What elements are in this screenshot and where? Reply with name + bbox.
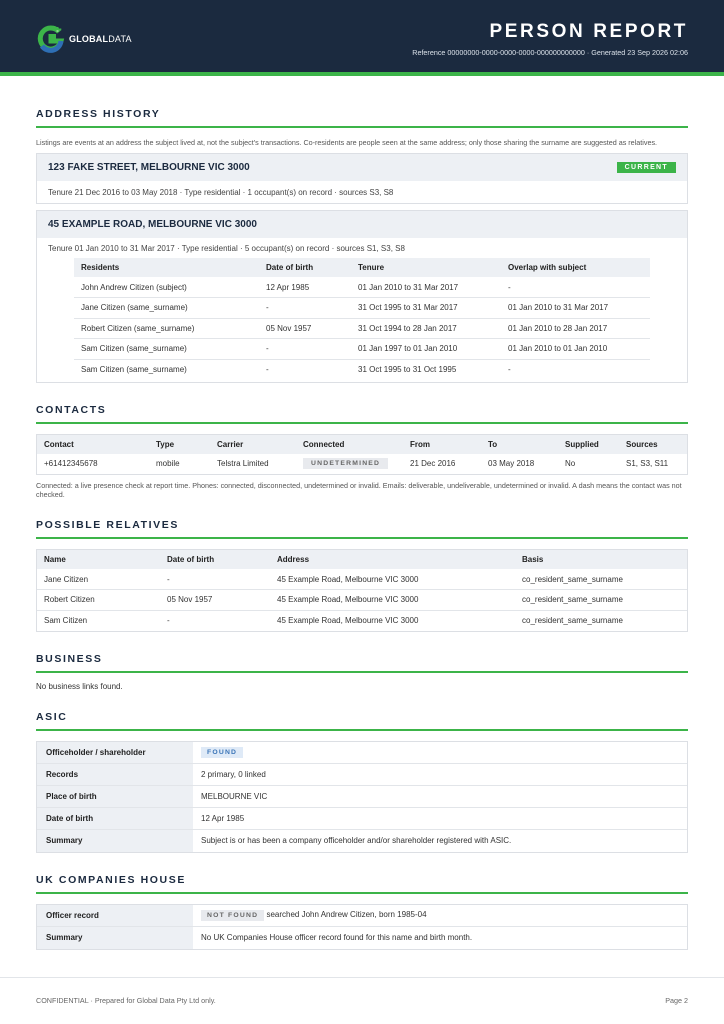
row-value: 2 primary, 0 linked	[193, 764, 687, 786]
table-row	[74, 359, 650, 380]
report-title: PERSON REPORT	[489, 21, 688, 42]
uk-table	[37, 905, 687, 949]
table-cell: 01 Jan 2010 to 28 Jan 2017	[501, 318, 650, 339]
table-cell: co_resident_same_surname	[522, 616, 623, 625]
column-header: Address	[270, 550, 515, 569]
relatives-table	[37, 550, 687, 631]
contact-to: 03 May 2018	[488, 459, 535, 469]
table-row	[37, 905, 687, 927]
column-header: Date of birth	[259, 258, 351, 277]
row-value: No UK Companies House officer record found for this name and birth month.	[201, 933, 473, 943]
brand-logo	[36, 24, 132, 54]
column-header: Date of birth	[160, 550, 270, 569]
address-tenure-line: Tenure 21 Dec 2016 to 03 May 2018 · Type residential · 1 occupant(s) on record · sources S3, S8	[48, 187, 394, 197]
row-value	[193, 742, 687, 764]
address-card-header	[37, 154, 687, 181]
table-cell: 31 Oct 1995 to 31 Oct 1995	[358, 365, 457, 374]
address-card	[36, 210, 688, 383]
table-cell: Jane Citizen	[37, 569, 160, 590]
section-title: ADDRESS HISTORY	[36, 108, 688, 128]
column-header: Type	[149, 435, 210, 454]
report-header	[0, 0, 724, 76]
table-cell: -	[160, 569, 270, 590]
not-found-badge: NOT FOUND	[201, 910, 264, 921]
contact-connected	[296, 454, 403, 475]
table-row	[37, 786, 687, 808]
table-cell: co_resident_same_surname	[515, 590, 687, 611]
table-row	[37, 569, 687, 590]
table-row	[74, 339, 650, 360]
column-header: From	[403, 435, 481, 454]
table-cell: Jane Citizen (same_surname)	[74, 298, 259, 319]
row-label: Records	[37, 764, 193, 786]
footer-divider	[0, 977, 724, 978]
row-value	[193, 905, 687, 927]
column-header: Sources	[619, 435, 687, 454]
table-row	[37, 808, 687, 830]
table-cell: Robert Citizen (same_surname)	[74, 318, 259, 339]
table-cell: Sam Citizen	[44, 616, 88, 625]
table-cell: 01 Jan 2010 to 31 Mar 2017	[351, 277, 501, 298]
column-header: Residents	[74, 258, 259, 277]
business-empty-text: No business links found.	[36, 681, 123, 691]
table-cell: co_resident_same_surname	[515, 569, 687, 590]
table-header-row	[74, 258, 650, 277]
table-row	[37, 590, 687, 611]
globaldata-logo-icon	[36, 24, 66, 54]
officer-search-text: searched John Andrew Citizen, born 1985-04	[266, 909, 427, 919]
asic-table	[37, 742, 687, 852]
section-contacts	[36, 404, 688, 500]
table-cell: John Andrew Citizen (subject)	[74, 277, 259, 298]
table-row	[37, 454, 687, 475]
table-cell: -	[259, 339, 351, 360]
table-cell: 05 Nov 1957	[160, 590, 270, 611]
undetermined-badge: UNDETERMINED	[303, 458, 388, 469]
found-badge: FOUND	[201, 747, 243, 758]
logo-wordmark	[69, 34, 132, 44]
current-badge: CURRENT	[617, 162, 676, 173]
table-cell: 01 Jan 2010 to 31 Mar 2017	[501, 298, 650, 319]
row-label: Place of birth	[37, 786, 193, 808]
address-card	[36, 153, 688, 204]
table-row	[74, 318, 650, 339]
uk-table-wrap	[36, 904, 688, 950]
table-cell: 31 Oct 1995 to 31 Mar 2017	[351, 298, 501, 319]
section-possible-relatives	[36, 519, 688, 632]
asic-table-wrap	[36, 741, 688, 853]
logo-text-bold: GLOBAL	[69, 34, 109, 44]
row-label: Officeholder / shareholder	[37, 742, 193, 764]
report-body	[36, 108, 688, 950]
table-row	[37, 610, 687, 631]
row-value: MELBOURNE VIC	[193, 786, 687, 808]
table-header-row	[37, 435, 687, 454]
row-label: Officer record	[37, 905, 193, 927]
contact-number: +61412345678	[44, 459, 98, 469]
table-cell: 31 Oct 1994 to 28 Jan 2017	[351, 318, 501, 339]
contacts-table-wrap	[36, 434, 688, 476]
table-row	[74, 298, 650, 319]
table-row	[37, 927, 687, 949]
section-address-history	[36, 108, 688, 383]
footer-confidential: CONFIDENTIAL · Prepared for Global Data Pty Ltd only.	[36, 996, 216, 1005]
table-cell: Sam Citizen (same_surname)	[74, 339, 259, 360]
table-cell: Sam Citizen (same_surname)	[81, 365, 187, 374]
report-reference: Reference 00000000-0000-0000-0000-000000000000 · Generated 23 Sep 2026 02:06	[412, 48, 688, 57]
contacts-note: Connected: a live presence check at report time. Phones: connected, disconnected, undetermined or invalid. Emails: deliverable, undeliverable, undetermined or invalid. A dash means the contact was not checked.	[36, 481, 682, 499]
column-header: Carrier	[210, 435, 296, 454]
address-note: Listings are events at an address the subject lived at, not the subject's transactions. Co-residents are people seen at the same address; only those sharing the surname are suggested as relatives.	[36, 138, 658, 147]
row-value: Subject is or has been a company officeholder and/or shareholder registered with ASIC.	[201, 836, 512, 846]
section-title: CONTACTS	[36, 404, 688, 424]
table-cell: 01 Jan 1997 to 01 Jan 2010	[351, 339, 501, 360]
column-header: Basis	[515, 550, 687, 569]
table-cell: Robert Citizen	[37, 590, 160, 611]
contacts-table	[37, 435, 687, 475]
section-title: UK COMPANIES HOUSE	[36, 874, 688, 894]
contact-carrier: Telstra Limited	[217, 459, 269, 469]
table-cell: -	[259, 298, 351, 319]
page-number: Page 2	[665, 996, 688, 1005]
column-header: Overlap with subject	[501, 258, 650, 277]
contact-from: 21 Dec 2016	[410, 459, 456, 469]
address-title: 45 EXAMPLE ROAD, MELBOURNE VIC 3000	[48, 219, 257, 230]
column-header: Supplied	[558, 435, 619, 454]
table-row	[74, 277, 650, 298]
table-cell: 05 Nov 1957	[259, 318, 351, 339]
table-header-row	[37, 550, 687, 569]
table-row	[37, 830, 687, 852]
table-cell: 12 Apr 1985	[259, 277, 351, 298]
contact-supplied: No	[565, 459, 576, 469]
table-cell: 01 Jan 2010 to 01 Jan 2010	[501, 339, 650, 360]
address-tenure-line: Tenure 01 Jan 2010 to 31 Mar 2017 · Type residential · 5 occupant(s) on record · sources S1, S3, S8	[48, 243, 405, 253]
row-label: Date of birth	[37, 808, 193, 830]
column-header: Name	[37, 550, 160, 569]
residents-table-wrap	[37, 258, 687, 382]
section-title: ASIC	[36, 711, 688, 731]
row-label: Summary	[37, 927, 193, 949]
contact-type: mobile	[156, 459, 180, 469]
section-title: POSSIBLE RELATIVES	[36, 519, 688, 539]
table-cell: -	[508, 365, 511, 374]
table-cell: -	[167, 616, 170, 625]
section-business	[36, 653, 688, 691]
table-cell: 45 Example Road, Melbourne VIC 3000	[270, 590, 515, 611]
table-row	[37, 742, 687, 764]
section-asic	[36, 711, 688, 853]
row-label: Summary	[37, 830, 193, 852]
logo-text-light: DATA	[108, 34, 132, 44]
address-card-header	[37, 211, 687, 238]
residents-table	[74, 258, 650, 380]
table-cell: 45 Example Road, Melbourne VIC 3000	[270, 569, 515, 590]
row-value: 12 Apr 1985	[193, 808, 687, 830]
column-header: Tenure	[351, 258, 501, 277]
section-uk-companies-house	[36, 874, 688, 950]
address-title: 123 FAKE STREET, MELBOURNE VIC 3000	[48, 162, 250, 173]
table-cell: -	[266, 365, 269, 374]
relatives-table-wrap	[36, 549, 688, 632]
contact-sources: S1, S3, S11	[626, 459, 669, 469]
section-title: BUSINESS	[36, 653, 688, 673]
column-header: To	[481, 435, 558, 454]
column-header: Contact	[37, 435, 149, 454]
table-cell: -	[501, 277, 650, 298]
table-cell: 45 Example Road, Melbourne VIC 3000	[277, 616, 419, 625]
table-row	[37, 764, 687, 786]
column-header: Connected	[296, 435, 403, 454]
